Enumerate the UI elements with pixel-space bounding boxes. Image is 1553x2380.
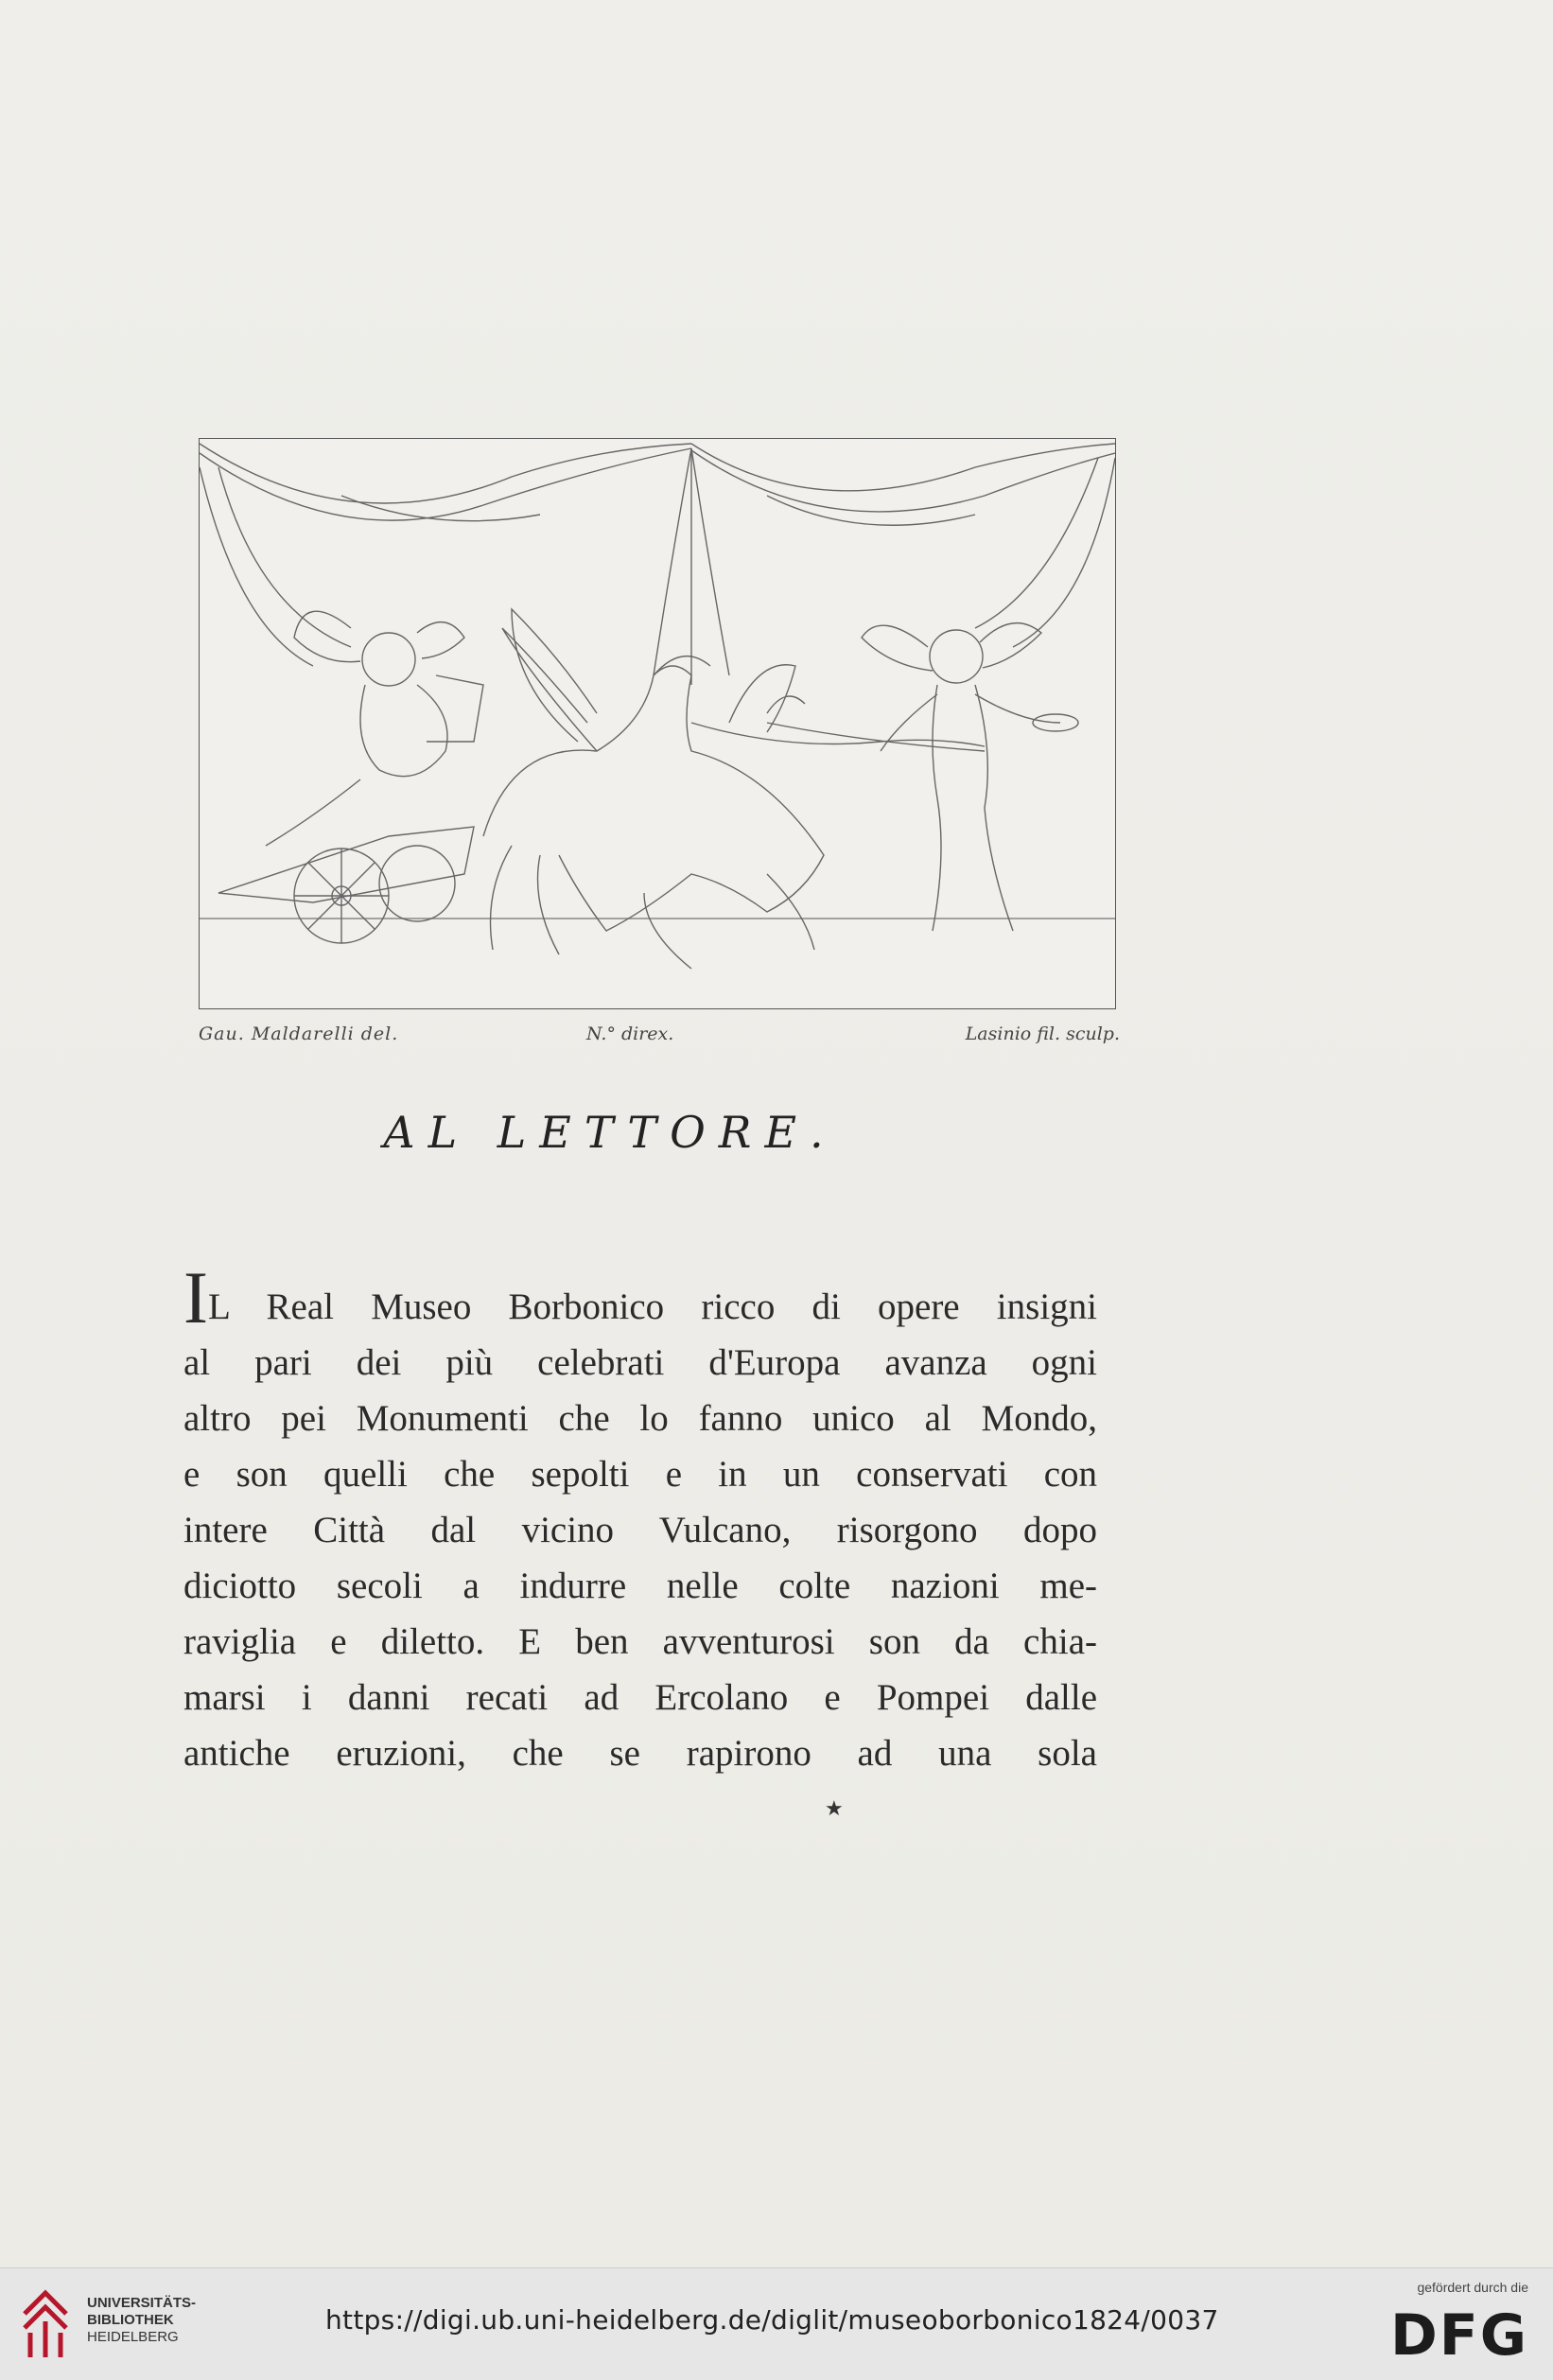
permalink-url[interactable]: https://digi.ub.uni-heidelberg.de/diglit/museoborbonico1824/0037: [325, 2304, 1219, 2336]
text-line: altro pei Monumenti che lo fanno unico al Mondo,: [183, 1398, 1097, 1439]
text-line: intere Città dal vicino Vulcano, risorgono dopo: [183, 1510, 1097, 1550]
viewer-footer: [0, 2267, 1553, 2380]
drop-cap: I: [183, 1256, 208, 1339]
signature-mark: ★: [825, 1797, 844, 1821]
funding-label: gefördert durch die: [1417, 2280, 1528, 2295]
library-name: UNIVERSITÄTS- BIBLIOTHEK HEIDELBERG: [87, 2295, 197, 2345]
text-line: raviglia e diletto. E ben avventurosi son da chia-: [183, 1621, 1097, 1662]
credit-director: N.° direx.: [586, 1024, 674, 1044]
dfg-logo[interactable]: DFG: [1389, 2302, 1528, 2369]
text-line: e son quelli che sepolti e in un conservati con: [183, 1454, 1097, 1495]
university-library-logo-icon[interactable]: [17, 2285, 74, 2363]
engraving-plate: [199, 438, 1116, 1009]
page-title: AL LETTORE.: [383, 1107, 837, 1158]
text-line: diciotto secoli a indurre nelle colte nazioni me-: [183, 1566, 1097, 1606]
text-line: al pari dei più celebrati d'Europa avanza ogni: [183, 1342, 1097, 1383]
body-paragraph: [183, 1256, 1097, 1781]
text-line: marsi i danni recati ad Ercolano e Pompei dalle: [183, 1677, 1097, 1718]
engraving-illustration: [200, 439, 1115, 1008]
credit-engraver: Lasinio fil. sculp.: [965, 1024, 1120, 1044]
text-line: IL Real Museo Borbonico ricco di opere insigni: [183, 1256, 1097, 1339]
credit-draftsman: Gau. Maldarelli del.: [199, 1024, 399, 1044]
plate-credits: [199, 1024, 1120, 1052]
text-line: antiche eruzioni, che se rapirono ad una sola: [183, 1733, 1097, 1774]
